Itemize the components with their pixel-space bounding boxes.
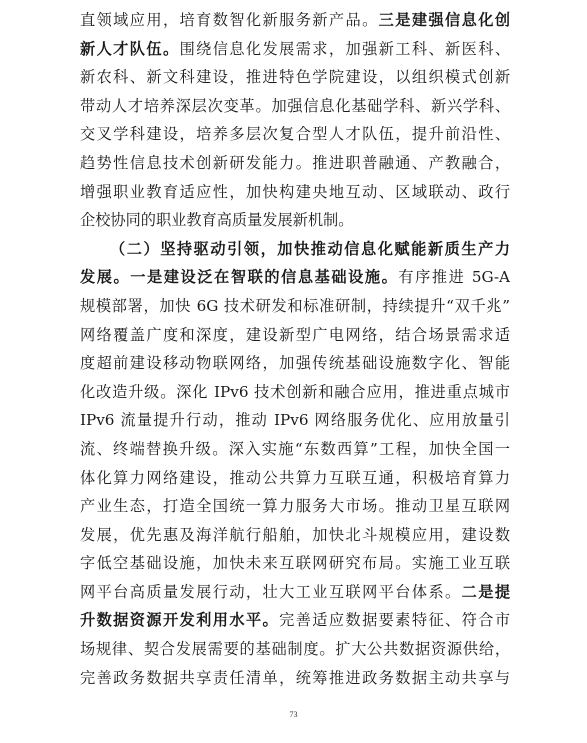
text-line bbox=[80, 549, 510, 578]
text-line bbox=[80, 378, 510, 407]
text-line bbox=[80, 92, 510, 121]
text-segment: 交叉学科建设，培养多层次复合型人才队伍，提升前沿性、 bbox=[80, 125, 510, 144]
text-line bbox=[80, 464, 510, 493]
text-line bbox=[80, 263, 510, 292]
text-segment: 规模部署，加快 6G 技术研发和标准研制，持续提升“双千兆” bbox=[80, 296, 510, 315]
bold-text-segment: 三是建强信息化创 bbox=[378, 11, 511, 29]
text-segment: 场规律、契合发展需要的基础制度。扩大公共数据资源供给， bbox=[80, 640, 510, 659]
text-segment: 化改造升级。深化 IPv6 技术创新和融合应用，推进重点城市 bbox=[80, 382, 510, 401]
text-line bbox=[80, 435, 510, 464]
text-segment: 新农科、新文科建设，推进特色学院建设，以组织模式创新 bbox=[80, 68, 510, 87]
body-text bbox=[80, 6, 510, 692]
text-line bbox=[80, 664, 510, 693]
text-line bbox=[80, 35, 510, 64]
bold-text-segment: 发展。一是建设泛在智联的信息基础设施。 bbox=[80, 268, 399, 287]
text-segment: 趋势性信息技术创新研发能力。推进职普融通、产教融合， bbox=[80, 153, 510, 172]
text-segment: 企校协同的职业教育高质量发展新机制。 bbox=[80, 211, 354, 230]
text-segment: 围绕信息化发展需求，加强新工科、新医科、 bbox=[179, 39, 511, 58]
text-segment: 体化算力网络建设，推动公共算力互联互通，积极培育算力 bbox=[80, 468, 510, 487]
text-line bbox=[80, 235, 510, 264]
text-segment: 直领域应用，培育数智化新服务新产品。 bbox=[80, 11, 379, 29]
bold-text-segment: 升数据资源开发利用水平。 bbox=[80, 611, 280, 630]
bold-text-segment: （二）坚持驱动引领，加快推动信息化赋能新质生产力 bbox=[110, 239, 510, 258]
text-segment: 字低空基础设施，加快未来互联网研究布局。实施工业互联 bbox=[80, 554, 510, 573]
text-segment: 流、终端替换升级。深入实施“东数西算”工程，加快全国一 bbox=[80, 439, 510, 458]
text-segment: 发展，优先惠及海洋航行船舶，加快北斗规模应用，建设数 bbox=[80, 525, 510, 544]
text-line bbox=[80, 321, 510, 350]
text-line bbox=[80, 206, 510, 235]
text-line bbox=[80, 521, 510, 550]
text-line bbox=[80, 120, 510, 149]
text-line bbox=[80, 6, 510, 35]
text-line bbox=[80, 635, 510, 664]
text-line bbox=[80, 63, 510, 92]
text-line bbox=[80, 178, 510, 207]
text-line bbox=[80, 349, 510, 378]
text-segment: 网络覆盖广度和深度，建设新型广电网络，结合场景需求适 bbox=[80, 325, 510, 344]
page-number: 73 bbox=[289, 710, 298, 719]
text-line bbox=[80, 492, 510, 521]
text-segment: 度超前建设移动物联网络，加强传统基础设施数字化、智能 bbox=[80, 354, 510, 373]
text-segment: 完善政务数据共享责任清单，统筹推进政务数据主动共享与 bbox=[80, 668, 510, 687]
text-segment: 增强职业教育适应性，加快构建央地互动、区域联动、政行 bbox=[80, 182, 510, 201]
text-line bbox=[80, 606, 510, 635]
text-line bbox=[80, 406, 510, 435]
text-segment: 产业生态，打造全国统一算力服务大市场。推动卫星互联网 bbox=[80, 497, 510, 516]
text-line bbox=[80, 578, 510, 607]
text-segment: IPv6 流量提升行动，推动 IPv6 网络服务优化、应用放量引 bbox=[80, 411, 510, 430]
text-line bbox=[80, 149, 510, 178]
text-segment: 带动人才培养深层次变革。加强信息化基础学科、新兴学科、 bbox=[80, 96, 510, 115]
bold-text-segment: 二是提 bbox=[461, 582, 511, 601]
text-segment: 网平台高质量发展行动，壮大工业互联网平台体系。 bbox=[80, 582, 462, 601]
text-line bbox=[80, 292, 510, 321]
text-segment: 有序推进 5G-A bbox=[398, 268, 510, 287]
bold-text-segment: 新人才队伍。 bbox=[80, 39, 180, 58]
text-segment: 完善适应数据要素特征、符合市 bbox=[279, 611, 511, 630]
